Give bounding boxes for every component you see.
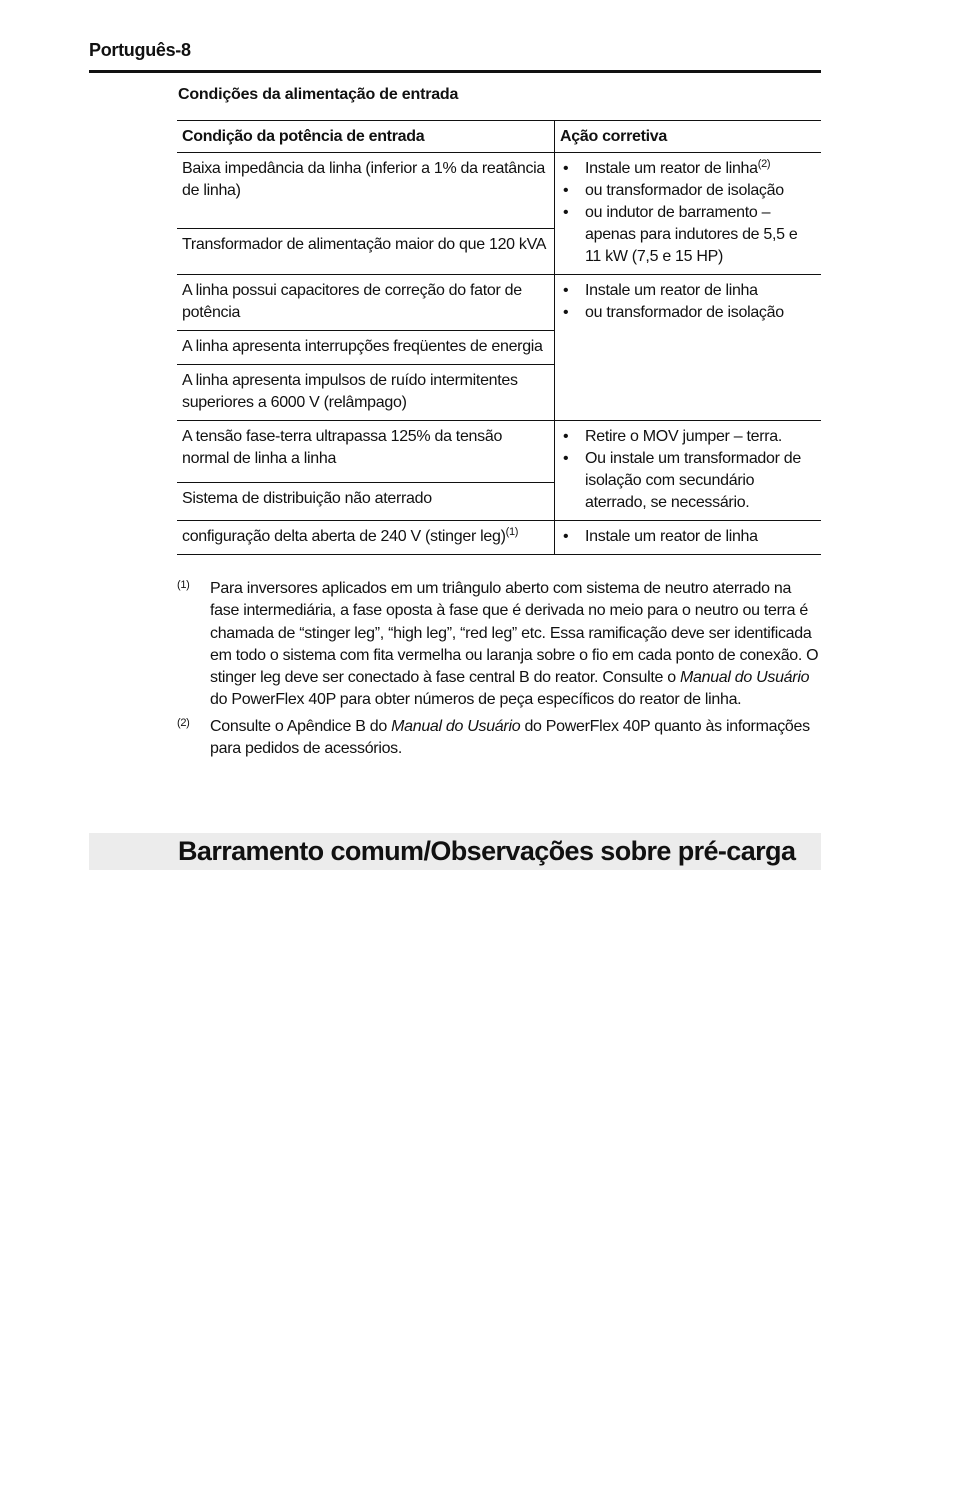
- footnote-2: [177, 716, 821, 761]
- action-item: • Instale um reator de linha: [560, 526, 816, 548]
- condition-cell: A linha possui capacitores de correção do fator de potência: [177, 275, 555, 331]
- page-header: [89, 40, 821, 73]
- table-row: [177, 275, 821, 331]
- footnote-mark: (1): [177, 579, 190, 591]
- footnote-text: Consulte o Apêndice B do Manual do Usuário do PowerFlex 40P quanto às informações para pedidos de acessórios.: [210, 717, 810, 758]
- footnote-1: [177, 578, 821, 712]
- footnote-text: Para inversores aplicados em um triângulo aberto com sistema de neutro aterrado na fase intermediária, a fase oposta à fase que é derivada no meio para o neutro ou terra é chamada de “stinger leg”, “high leg”, “red leg” etc. Essa ramificação deve ser identificada em todo o sistema com fita vermelha ou laranja sobre o fio em cada ponto de conexão. O stinger leg deve ser conectado à fase central B do reator. Consulte o Manual do Usuário do PowerFlex 40P para obter números de peça específicos do reator de linha.: [210, 580, 819, 709]
- table-row: [177, 421, 821, 483]
- action-item: • Retire o MOV jumper – terra.: [560, 426, 816, 448]
- action-item: • ou transformador de isolação: [560, 302, 816, 324]
- action-cell: [555, 275, 822, 421]
- action-item: • Ou instale um transformador de isolação com secundário aterrado, se necessário.: [560, 448, 816, 514]
- input-power-conditions-table: [177, 120, 821, 555]
- action-item: • Instale um reator de linha: [560, 280, 816, 302]
- action-cell: [555, 153, 822, 275]
- section-title: Barramento comum/Observações sobre pré-carga: [178, 836, 796, 866]
- condition-cell: A linha apresenta interrupções freqüentes de energia: [177, 331, 555, 365]
- action-list: [560, 426, 816, 514]
- action-list: [560, 526, 816, 548]
- condition-cell: A tensão fase-terra ultrapassa 125% da tensão normal de linha a linha: [177, 421, 555, 483]
- action-item: • Instale um reator de linha$^{(2)}$: [560, 158, 816, 180]
- footnote-mark: (2): [177, 716, 190, 729]
- action-list: [560, 158, 816, 268]
- footnotes: [177, 578, 821, 764]
- table-row: [177, 521, 821, 555]
- action-cell: [555, 521, 822, 555]
- column-header-condition: Condição da potência de entrada: [177, 121, 555, 153]
- condition-cell: Transformador de alimentação maior do que 120 kVA: [177, 228, 555, 274]
- table-header-row: [177, 121, 821, 153]
- action-cell: [555, 421, 822, 521]
- action-item: • ou transformador de isolação: [560, 180, 816, 202]
- action-list: [560, 280, 816, 324]
- condition-cell: A linha apresenta impulsos de ruído intermitentes superiores a 6000 V (relâmpago): [177, 365, 555, 421]
- column-header-action: Ação corretiva: [555, 121, 822, 153]
- table-caption: Condições da alimentação de entrada: [178, 86, 459, 103]
- condition-cell: Sistema de distribuição não aterrado: [177, 483, 555, 521]
- table-row: [177, 153, 821, 229]
- footnote-ref: (2): [757, 158, 771, 170]
- condition-cell: Baixa impedância da linha (inferior a 1% da reatância de linha): [177, 153, 555, 229]
- action-item: • ou indutor de barramento – apenas para indutores de 5,5 e 11 kW (7,5 e 15 HP): [560, 202, 816, 268]
- condition-cell: configuração delta aberta de 240 V (stinger leg)$^{(1)}$: [177, 521, 555, 555]
- footnote-ref: (1): [505, 526, 519, 538]
- page-label: Português-8: [89, 40, 191, 60]
